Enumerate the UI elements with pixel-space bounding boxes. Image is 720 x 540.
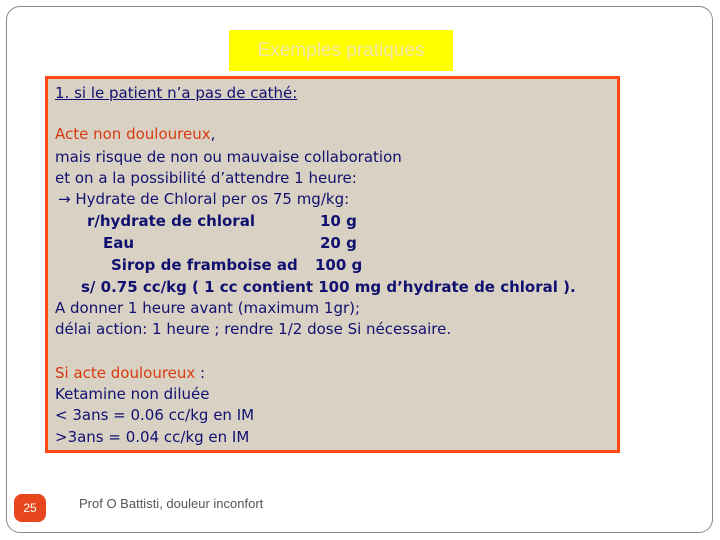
acte-comma: , — [210, 125, 216, 143]
ketamine-line: Ketamine non diluée — [55, 385, 210, 403]
painful-colon: : — [195, 364, 206, 382]
acte-label: Acte non douloureux — [55, 125, 211, 143]
give-line: A donner 1 heure avant (maximum 1gr); — [55, 299, 361, 317]
section1-heading: 1. si le patient n’a pas de cathé: — [55, 84, 298, 102]
title-box — [229, 30, 453, 71]
slide-title: Exemples pratiques — [257, 39, 425, 61]
recipe-name: r/hydrate de chloral — [87, 212, 255, 230]
recipe-name: Sirop de framboise ad — [111, 256, 298, 274]
acte-line — [55, 125, 215, 144]
dose-line: s/ 0.75 cc/kg ( 1 cc contient 100 mg d’hydrate de chloral ). — [81, 278, 576, 296]
recipe-qty: 20 g — [320, 234, 357, 252]
dose-over3-line: >3ans = 0.04 cc/kg en IM — [55, 428, 250, 446]
recipe-qty: 10 g — [320, 212, 357, 230]
painful-line — [55, 364, 205, 383]
page-number-badge — [14, 494, 46, 522]
recipe-name: Eau — [103, 234, 135, 252]
hydrate-line: → Hydrate de Chloral per os 75 mg/kg: — [58, 190, 350, 208]
recipe-qty: 100 g — [315, 256, 363, 274]
risk-line: mais risque de non ou mauvaise collaboration — [55, 148, 402, 166]
delay-line: délai action: 1 heure ; rendre 1/2 dose Si nécessaire. — [55, 320, 452, 338]
page-number: 25 — [23, 501, 37, 515]
footer-author: Prof O Battisti, douleur inconfort — [79, 496, 264, 511]
wait-line: et on a la possibilité d’attendre 1 heure: — [55, 169, 357, 187]
painful-label: Si acte douloureux — [55, 364, 196, 382]
dose-under3-line: < 3ans = 0.06 cc/kg en IM — [55, 406, 255, 424]
